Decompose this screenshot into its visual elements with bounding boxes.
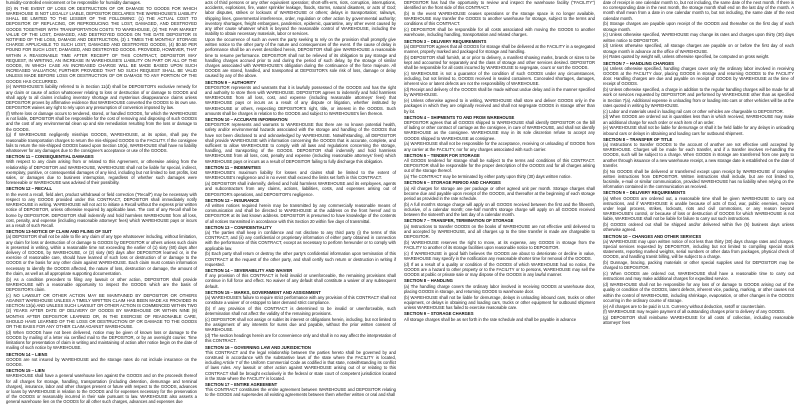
- paragraph: (D) IN THE EVENT OF LOSS OR DESTRUCTION OF OR DAMAGE TO GOODS FOR WHICH WAREHOUSE IS NOT LEGALLY LIABLE, DEPOSITOR DECLARES THE WAREHOUSE'S LIABILITY SHALL BE LIMITED TO THE LESSER OF THE FOLLOWING: (1) THE ACTUAL COST TO DEPOSITOR OF REPLACING, OR REPRODUCING THE LOST, DAMAGED, AND DESTROYED GOODS TOGETHER WITH TRANSPORTATION COSTS TO WAREHOUSE, (2) THE FAIR MARKET VALUE OF THE LOST, DAMAGED, AND DESTROYED GOODS ON THE DATE DEPOSITOR IS NOTIFIED OF THE LOSS, DAMAGE AND DESTRUCTION, (3) 1 TIMES THE MONTHLY STORAGE CHARGE APPLICABLE TO SUCH LOST, DAMAGED AND DESTROYED GOODS, (4) $0.50 PER POUND FOR SUCH LOST, DAMAGED, AND DESTROYED GOODS. PROVIDED, HOWEVER, THAT WITHIN A REASONABLE TIME AFTER RECEIPT OF THIS CONTRACT, DEPOSITOR MAY REQUEST, IN WRITING, AN INCREASE IN WAREHOUSE'S LIABILITY ON PART OR ALL OF THE GOODS, IN WHICH CASE AN INCREASED CHARGE WILL BE MADE BASED UPON SUCH INCREASED VALUATION; FURTHER PROVIDED THAT NO SUCH REQUEST SHALL BE VALID UNLESS MADE BEFORE LOSS OR DESTRUCTION OF OR DAMAGE TO ANY PORTION OF THE GOODS HAS OCCURRED.: [6, 5, 197, 84]
- paragraph: date of receipt in one calendar month to, but not including, the same date of the next month. If there is no corresponding date in the next month, the storage month shall end on the last day of the month. A month shall mean from a date in one calendar month to, but not including, the same date of the next calendar month.: [603, 0, 794, 21]
- paragraph: This CONTRACT constitutes the entire agreement between WAREHOUSE and DEPOSITOR relating to the GOODS and supersedes all existing agreements between them whether written or oral and shall: [205, 387, 396, 398]
- text-column-3: [404, 0, 595, 400]
- paragraph: All GOODS tendered for storage shall be subject to the terms and conditions of this CONTRACT. DEPOSITOR shall be responsible for the proper description of the GOODS and for all charges arising out of the storage thereof.: [404, 158, 595, 174]
- section-heading: SECTION 15 – MARKS, GOVERNMENT AND ASSIGNMENT: [205, 289, 321, 295]
- section-heading: SECTION 9 – STORAGE CHARGES: [404, 311, 474, 317]
- paragraph: This CONTRACT and the legal relationship between the parties hereto shall be governed by and construed in accordance with the substantive laws of the state where the FACILITY is located, including Article 7 of the Uniform Commercial Code as codified in that state, notwithstanding its conflict of laws rules. Any lawsuit or other action against WAREHOUSE arising out of or relating to this CONTRACT shall be brought exclusively in the federal or state court of competent jurisdiction located in the State where the FACILITY is located.: [205, 349, 396, 381]
- section-heading: SECTION 6 – STORAGE PERIOD AND CHARGES: [404, 180, 501, 186]
- section-heading: SECTION 10 – CHANGES AND OTHER SERVICES: [603, 233, 702, 239]
- paragraph: In the event a recall, field alert, product withdrawal or field correction ("Recall") may be necessary with respect to any GOODS provided under this CONTRACT, DEPOSITOR shall immediately notify WAREHOUSE in writing. WAREHOUSE will not act to initiate a Recall without the express prior written notice of DEPOSITOR, unless otherwise required by applicable laws. The cost of any Recall shall be borne by DEPOSITOR. DEPOSITOR shall indemnify and hold harmless WAREHOUSE from all loss, cost, penalty, and expense (including reasonable attorneys' fees) which WAREHOUSE pays or incurs as a result of such Recall.: [6, 191, 197, 228]
- paragraph: (c) WAREHOUSE is not a guarantor of the condition of such GOODS under any circumstances, including, but not limited to, GOODS received in sealed containers. Concealed shortages, damages, inherent vice or latent defects are not the responsibility of WAREHOUSE.: [404, 71, 595, 87]
- paragraph: (a) The parties shall keep in confidence and not disclose to any third party (i) the terms of this CONTRACT, and (ii) any confidential or proprietary information of either party obtained in connection with the performance of this CONTRACT, except as necessary to perform hereunder or to comply with applicable law.: [205, 229, 396, 251]
- section-heading: SECTION 14 – SEVERABILITY AND WAIVER: [205, 267, 293, 273]
- paragraph: (c) Labor and materials used in loading rail cars or other vehicles are chargeable to DEPOSITOR.: [603, 108, 784, 114]
- paragraph: With respect to any claim arising from or related to this Agreement, or otherwise arising from the relationship of DEPOSITOR and WAREHOUSE, WAREHOUSE shall not be liable for special, indirect, exemplary, punitive, or consequential damages of any kind, including but not limited to lost profits, lost sales, or damages due to business interruption, regardless of whether such damages were foreseeable or WAREHOUSE was advised of their possibility.: [6, 159, 197, 186]
- paragraph: (b) If any provision of this CONTRACT is determined to be invalid or unenforceable, such determination shall not affect the validity of the remaining provisions.: [205, 305, 396, 317]
- paragraph: (a) DEPOSITOR shall indemnify, defend and hold harmless WAREHOUSE and its employees, agents and subcontractors from any claims, actions, liabilities, costs, and expenses arising out of DEPOSITOR's operations, and DEPOSITOR's negligence.: [205, 181, 396, 197]
- paragraph: (b) As a condition precedent to filing any lawsuit or other action, DEPOSITOR shall provide WAREHOUSE with a reasonable opportunity to inspect the GOODS which are the basis of DEPOSITOR's claim.: [6, 276, 197, 292]
- paragraph: (a) The CONTRACT may be terminated by either party upon thirty (30) days written notice.: [404, 174, 572, 180]
- paragraph: (b) DEPOSITOR shall furnish, at or prior to delivery, a manifest showing marks, brands or sizes to be kept and accounted for separately and the class of storage and other services desired. DEPOSITOR shall be responsible for all costs incurred by WAREHOUSE to segregate, count or sort the GOODS.: [404, 54, 595, 71]
- section-heading: SECTION 5 – TENDER FOR STORAGE: [404, 152, 480, 158]
- section-heading: SECTION 17 – ENTIRE AGREEMENT: [205, 381, 278, 387]
- paragraph: (f) Where loss or damage occurs to tendered, stored, or handled GOODS, for which the WAREHOUSE is not liable, DEPOSITOR shall be responsible for the cost of removing and disposing of such GOODS and the cost of any environmental clean up and site remediation resulting from the loss or damage to the GOODS.: [6, 111, 197, 132]
- paragraph: (d) Receipt and delivery of the GOODS shall be made without undue delay and in the manner specified by WAREHOUSE.: [404, 87, 595, 98]
- paragraph: (a) When GOODS are ordered out, a reasonable time shall be given WAREHOUSE to carry out instructions, and if WAREHOUSE is unable because of acts of God, war, public enemies, seizure under legal process, strikes, lockouts, riots and civil commotions, or any reason beyond WAREHOUSE's control, or because of loss or destruction of GOODS for which WAREHOUSE is not liable, WAREHOUSE shall not be liable for failure to carry out such instructions.: [603, 195, 794, 222]
- section-heading: SECTION 15 – LIEN: [6, 368, 45, 374]
- section-heading: SECTION 12 – INSURANCE: [205, 197, 259, 203]
- section-heading: SECTION 9 – AUTHORITY: [205, 79, 257, 85]
- section-heading: SECTION 9 – DELIVERY REQUIREMENTS: [603, 190, 686, 196]
- paragraph: DEPOSITOR represents and warrants to WAREHOUSE that there are no known potential health, safety and/or environmental hazards associated with the storage and handling of the GOODS that have not been disclosed to and acknowledged by WAREHOUSE. Notwithstanding, all DEPOSITOR shall provide WAREHOUSE with information concerning the GOODS that is accurate, complete, and sufficient to allow WAREHOUSE to comply with all laws and regulations concerning the storage, handling, and transporting of the GOODS. DEPOSITOR shall indemnify and hold harmless WAREHOUSE from all loss, cost, penalty and expense (including reasonable attorneys' fees) which WAREHOUSE pays or incurs as a result of DEPOSITOR failing to fully discharge this obligation.: [205, 122, 396, 164]
- paragraph: (a) All charges for storage are per package or other agreed unit per month. Storage charges shall become due and payable upon receipt of the GOODS, and thereafter at the beginning of each storage period as provided in the rate schedule.: [404, 185, 595, 202]
- paragraph: All written notices required herein may be transmitted by any commercially reasonable means of communication and shall be directed to WAREHOUSE at the address on the front hereof and to DEPOSITOR at its last known address. DEPOSITOR is presumed to have knowledge of the contents of all notices transmitted in accordance with this Section 20 within five days of transmittal.: [205, 202, 396, 224]
- paragraph: (e) Rates quoted by weight will, unless otherwise specified, be computed on gross weight.: [603, 54, 770, 60]
- paragraph: (b) No GOODS shall be delivered or transferred except upon receipt by WAREHOUSE of complete written instructions from DEPOSITOR. Written instructions shall include, but are not limited to, facsimile, e-mail or similar communication, provided WAREHOUSE has no liability when relying on the information contained in the communication as received.: [603, 168, 794, 190]
- paragraph: (b) Unless otherwise specified, a charge in addition to the regular handling charges will be made for all work or services requested by DEPOSITOR and performed by WAREHOUSE other than as specified in Section 7(a). Additional expense in unloading from or loading into cars or other vehicles will be at the rates quoted in writing by WAREHOUSE.: [603, 87, 794, 108]
- section-heading: SECTION 7 – HANDLING CHARGES: [603, 60, 674, 66]
- paragraph: (b) Each party shall return or destroy the other party's confidential information upon termination of this CONTRACT at the request of the other party, and shall certify such return or destruction in writing if requested.: [205, 251, 396, 267]
- paragraph: (d) If as a result of a quality or condition of the GOODS of which WAREHOUSE had no notice, the GOODS are a hazard to other property or to the FACILITY or to persons, WAREHOUSE may sell the GOODS at public or private sale or may dispose of the GOODS in any lawful manner.: [404, 261, 595, 278]
- paragraph: (c) DEPOSITOR shall not assign or sublet its interest or obligations herein, including, but not limited to the assignment of any interests for sums due and payable, without the prior written consent of WAREHOUSE.: [205, 316, 396, 333]
- paragraph: (a) WAREHOUSE shall not be responsible for the acceptance, receiving or unloading of GOODS from any carrier at the FACILITY, nor for any charges associated with such carrier.: [404, 141, 595, 152]
- section-heading: SECTION 10 – ACCURATE INFORMATION: [205, 117, 288, 123]
- paragraph: WAREHOUSE shall have a general warehouse lien against the GOODS and on the proceeds thereof for all charges for storage, handling, transportation (including detention, demurrage and terminal charges), insurance, labor and other charges present or future with respect to the GOODS, advances or loans by WAREHOUSE in relation to the GOODS and for expenses necessary for the preservation of the GOODS or reasonably incurred in their sale pursuant to law. WAREHOUSE also asserts a general warehouse lien on the GOODS for all other such charges, advances and expenses due: [6, 373, 197, 405]
- section-heading: SECTION 13-NOTICE OF CLAIM AND FILING OF SUIT: [6, 229, 112, 235]
- paragraph: (d) WAREHOUSE shall not be responsible for any loss of or damage to GOODS arising out of the quality or condition of the GOODS, latent defects, inherent vice, packing, marking, or other causes not within the control of WAREHOUSE, including shrinkage, evaporation, or other changes in the GOODS occurring in the ordinary course of storage.: [603, 282, 794, 303]
- paragraph: (b) A full month's storage charge will apply on all GOODS received between the first and the fifteenth, inclusive, of a calendar month; one-half month's storage charge will apply on all GOODS received between the sixteenth and the last day of a calendar month.: [404, 201, 595, 218]
- paragraph: (b) In the event WAREHOUSE ceases operations or the storage space is no longer available, WAREHOUSE may transfer the GOODS to another warehouse for storage, subject to the terms and conditions of this CONTRACT.: [404, 11, 595, 27]
- paragraph: humidity-controlled environment or be responsible for humidity damages.: [6, 0, 141, 5]
- paragraph: DEPOSITOR has had the opportunity to review and inspect the warehouse facility ("FACILITY") identified on the front side of this CONTRACT.: [404, 0, 595, 11]
- paragraph: (d) When GOODS are ordered out in quantities less than in which received, WAREHOUSE may make an additional charge for each order or each item of an order.: [603, 114, 794, 125]
- paragraph: (f) WAREHOUSE may require payment of all outstanding charges prior to delivery of any GOODS.: [603, 309, 786, 315]
- paragraph: (c) When GOODS are ordered out, WAREHOUSE shall have a reasonable time to carry out instructions and may make additional charges for expedited service.: [603, 271, 794, 282]
- paragraph: DEPOSITOR agrees that all GOODS shipped to WAREHOUSE shall identify DEPOSITOR on the bill of lading or other contract of carriage as the consignee, in care of WAREHOUSE, and shall not identify WAREHOUSE as the consignee. WAREHOUSE may in its sole discretion refuse to accept any GOODS shipped to WAREHOUSE as consignee.: [404, 120, 595, 141]
- paragraph: (a) Instructions to transfer GOODS on the books of WAREHOUSE are not effective until delivered to and accepted by WAREHOUSE, and all charges up to the time transfer is made are chargeable to DEPOSITOR.: [404, 223, 595, 240]
- text-column-4: [603, 0, 794, 400]
- paragraph: (a) WAREHOUSE may upon written notice of not less than thirty (30) days change rates and charges. Special services requested by DEPOSITOR, including but not limited to compiling special stock statements, reporting marked weights, serial numbers or other data from packages, physical check of GOODS, and handling transit billing, will be subject to a charge.: [603, 238, 794, 260]
- paragraph: (d) Unless otherwise specified, all storage charges are payable on or before the first day of each storage month in advance at the office of WAREHOUSE.: [603, 43, 794, 54]
- text-column-2: [205, 0, 396, 400]
- section-heading: SECTION 14 – LIENS: [6, 351, 48, 357]
- paragraph: Upon the occurrence of such an event the party seeking to rely on the provision shall promptly give written notice to the other party of the nature and consequences of the event. If the cause of delay in performance shall be an event described herein, DEPOSITOR shall give WAREHOUSE a reasonable time to resume performance. DEPOSITOR shall not be relieved of its obligation to pay storage and handling charges accrued prior to and during the period of such delay, by the storage of similar charges associated with WAREHOUSE's obligation during the continuance of the force majeure. All GOODS are stored, handled, and transported at DEPOSITOR's sole risk of loss, damage or delay caused by any of the above.: [205, 37, 396, 79]
- paragraph: (b) Storage charges are payable upon receipt of the GOODS and thereafter on the first day of each storage month.: [603, 21, 794, 32]
- section-heading: SECTION 16 – GOVERNING LAW AND JURISDICTION: [205, 344, 311, 350]
- paragraph: (b) GOODS ordered out shall be shipped and/or delivered within five (5) business days unless otherwise agreed.: [603, 222, 794, 233]
- paragraph: (g) If WAREHOUSE negligently misships GOODS, WAREHOUSE, at its option, shall pay the reasonable transportation charges to return the mis-shipped GOODS to the FACILITY. If the consignee fails to return the mis-shipped GOODS based upon Section 10(a), WAREHOUSE shall have no liability whatsoever for any damages due to the consignee's acceptance or use of the GOODS.: [6, 132, 197, 154]
- paragraph: WAREHOUSE's maximum liability for losses and claims shall be limited to the extent of WAREHOUSE's negligence and in no event shall exceed the limits set forth in this CONTRACT.: [205, 170, 396, 181]
- paragraph: GOODS are not insured by WAREHOUSE and the storage rates do not include insurance on the GOODS.: [6, 356, 197, 367]
- paragraph: (g) DEPOSITOR shall reimburse WAREHOUSE for all costs of collection, including reasonable attorneys' fees: [603, 315, 794, 326]
- paragraph: (e) WAREHOUSE'S liability referred to in Section 11(d) shall be DEPOSITOR's exclusive remedy for any claim or cause of action whatsoever relating to loss or destruction of or damage to GOODS and shall apply to all claims including inventory shortage and mysterious disappearance claims unless DEPOSITOR proves by affirmative evidence that WAREHOUSE converted the GOODS to its own use. DEPOSITOR waives any right to rely upon any presumption of conversion imposed by law.: [6, 84, 197, 111]
- paragraph: (b) WAREHOUSE shall not be liable for demurrage, delays in unloading inbound cars, trucks or other equipment, or delays in obtaining and loading cars, trucks or other equipment for outbound shipment unless WAREHOUSE has failed to exercise reasonable care.: [404, 294, 595, 311]
- paragraph: (d) The section headings herein are for convenience only and shall in no way affect the interpretation of this CONTRACT.: [205, 333, 396, 344]
- paragraph: (c) Unless otherwise specified, WAREHOUSE may change its rates and charges upon thirty (30) days written notice to DEPOSITOR.: [603, 32, 794, 43]
- paragraph: All storage charges shall be as set forth in the rate schedule and shall be payable in advance: [404, 316, 577, 322]
- paragraph: DEPOSITOR represents and warrants that it is lawfully possessed of the GOODS and has the right and authority to store them with WAREHOUSE. DEPOSITOR agrees to indemnify and hold harmless WAREHOUSE from all loss, cost, and expense (including reasonable attorneys' fees) that WAREHOUSE pays or incurs as a result of any dispute or litigation, whether instituted by WAREHOUSE or others, respecting DEPOSITOR'S right, title, or interest in the GOODS. Such amounts shall be charges in relation to the GOODS and subject to WAREHOUSE's lien thereon.: [205, 84, 396, 116]
- section-heading: SECTION 3 – DELIVERY REQUIREMENTS: [404, 38, 487, 44]
- paragraph: (a) DEPOSITOR shall not be able to file any claim of any type whatsoever including, without limitation, any claim for loss or destruction of or damage to GOODS by DEPOSITOR or others unless such claim is presented in writing, within a reasonable time not exceeding the earlier of (1) sixty (60) days after delivery of GOODS, by WAREHOUSE, or (2) sixty (60) days after DEPOSITOR learned or, in the exercise of reasonable care, should have learned of such loss or destruction of or damage to the GOODS or the basis for any other claim against WAREHOUSE. Each claim must contain information necessary to identify the GOODS affected, the nature of loss, destruction or damage, the amount of the claim, as well as all appropriate supporting documentation.: [6, 234, 197, 276]
- paragraph: (a) Unless otherwise specified, handling charges cover only the ordinary labor involved in receiving GOODS at the FACILITY door, placing GOODS in storage and returning GOODS to the FACILITY door. Handling charges are due and payable on receipt of GOODS by WAREHOUSE at the time of receipt of GOODS.: [603, 65, 794, 87]
- section-heading: SECTION 8 – HANDLING: [404, 278, 453, 284]
- text-column-1: [6, 0, 197, 405]
- paragraph: acts of third persons or any other equivalent operation; short-offs-errs, riots, corruption, interruptions, accidents, explosions, fire, water sprinkler leakage, floods, storms, natural disasters, or acts of God; labor disputes, strikes or lockouts of WAREHOUSE or others; delays in transportation; railways, shipping lines, governmental interference, order, regulation or other action by governmental authority; inventory shortages, freight embargoes, pandemics, epidemic, quarantine, any other event caused by any other cause whatever which is beyond the reasonable control of WAREHOUSE, including the inability to obtain necessary materials, labor or services.: [205, 0, 396, 37]
- paragraph: (c) If WAREHOUSE in good faith believes the GOODS are about to deteriorate or decline in value, WAREHOUSE may specify in the notification any reasonable shorter time for removal of the GOODS.: [404, 250, 595, 262]
- paragraph: (d) When GOODS have not been delivered, notice may be given of known loss or damage to the GOODS by mailing of a letter via certified mail to the DEPOSITOR, or by an overnight courier. Time limitations for presentation of claim in writing and maintaining of action after notice begin on the date of mailing of such notice by WAREHOUSE.: [6, 329, 197, 351]
- section-heading: SECTION 12 – RECALL: [6, 186, 53, 192]
- paragraph: (e) WAREHOUSE shall not be liable for demurrage or shall it be held liable for any delays in unloading inbound cars or delays in obtaining and loading cars for outbound shipment.: [603, 125, 794, 136]
- paragraph: (c) DEPOSITOR shall be responsible for all costs associated with moving the GOODS to another warehouse, including handling, transportation and related charges.: [404, 27, 595, 38]
- paragraph: (b) Dunnage, bracing, packing materials or other special supplies used for DEPOSITOR may be charged to DEPOSITOR.: [603, 260, 794, 271]
- paragraph: (e) All charges are to be paid in U.S. Currency without deduction, setoff or counterclaim.: [603, 303, 766, 309]
- paragraph: (a) DEPOSITOR agrees that all GOODS for storage shall be delivered at the FACILITY in a segregated manner, properly marked and packaged for storage and handling.: [404, 43, 595, 55]
- section-heading: SECTION 13 – CONFIDENTIALITY: [205, 224, 272, 230]
- section-heading: SECTION 4 – SHIPMENTS TO AND FROM WAREHOUSE: [404, 114, 515, 120]
- section-heading: SECTION 11 – INDEMNITIES: [205, 164, 261, 170]
- section-heading: SECTION 7 – TRANSFER, TERMINATION OF STORAGE: [404, 218, 514, 224]
- paragraph: (c) NO LAWSUIT OR OTHER ACTION MAY BE MAINTAINED BY DEPOSITOR OR OTHERS AGAINST WAREHOUSE UNLESS A TIMELY WRITTEN CLAIM HAS BEEN MADE AS PROVIDED IN SECTION 13(a) AND UNLESS SUCH LAWSUIT OR OTHER ACTION IS COMMENCED WITHIN TWO (2) YEARS AFTER DATE OF DELIVERY OF GOODS BY WAREHOUSE OR WITHIN NINE (9) MONTHS AFTER DEPOSITOR LEARNED OR, IN THE EXERCISE OF REASONABLE CARE, SHOULD HAVE LEARNED OF THE LOSS OR DESTRUCTION OF OR DAMAGE TO THE GOODS OR THE BASIS FOR ANY OTHER CLAIM AGAINST WAREHOUSE.: [6, 292, 197, 329]
- paragraph: (a) Instructions to transfer GOODS to the account of another are not effective until accepted by WAREHOUSE. Charges will be made for each transfer, and if a transfer involves re-handling the GOODS, such will be subject to a charge. When GOODS in storage are transferred from one party to another through issuance of a new warehouse receipt, a new storage date is established on the date of transfer.: [603, 142, 794, 168]
- paragraph: (a) The handling charge covers the ordinary labor involved in receiving GOODS at warehouse door, placing GOODS in storage, and returning GOODS to warehouse door.: [404, 283, 595, 294]
- paragraph: (a) WAREHOUSE's failure to require strict performance with any provision of this CONTRACT shall not constitute a waiver of or estoppel to later demand strict compliance.: [205, 294, 396, 306]
- section-heading: SECTION 11 – CONSEQUENTIAL DAMAGES: [6, 154, 94, 160]
- paragraph: (e) Unless otherwise agreed to in writing, WAREHOUSE shall store and deliver GOODS only in the packages in which they are originally received and shall not segregate GOODS in storage other than by lot.: [404, 98, 595, 114]
- section-heading: SECTION 8 – TRANSFER OF TITLE: [603, 136, 673, 142]
- paragraph: If any provision of this CONTRACT is held invalid or unenforceable, the remaining provisions shall continue in full force and effect. No waiver of any default shall constitute a waiver of any subsequent default.: [205, 273, 396, 289]
- paragraph: (b) WAREHOUSE reserves the right to move, at its expense, any GOODS in storage from the FACILITY to another of its storage facilities upon reasonable notice to DEPOSITOR.: [404, 239, 595, 251]
